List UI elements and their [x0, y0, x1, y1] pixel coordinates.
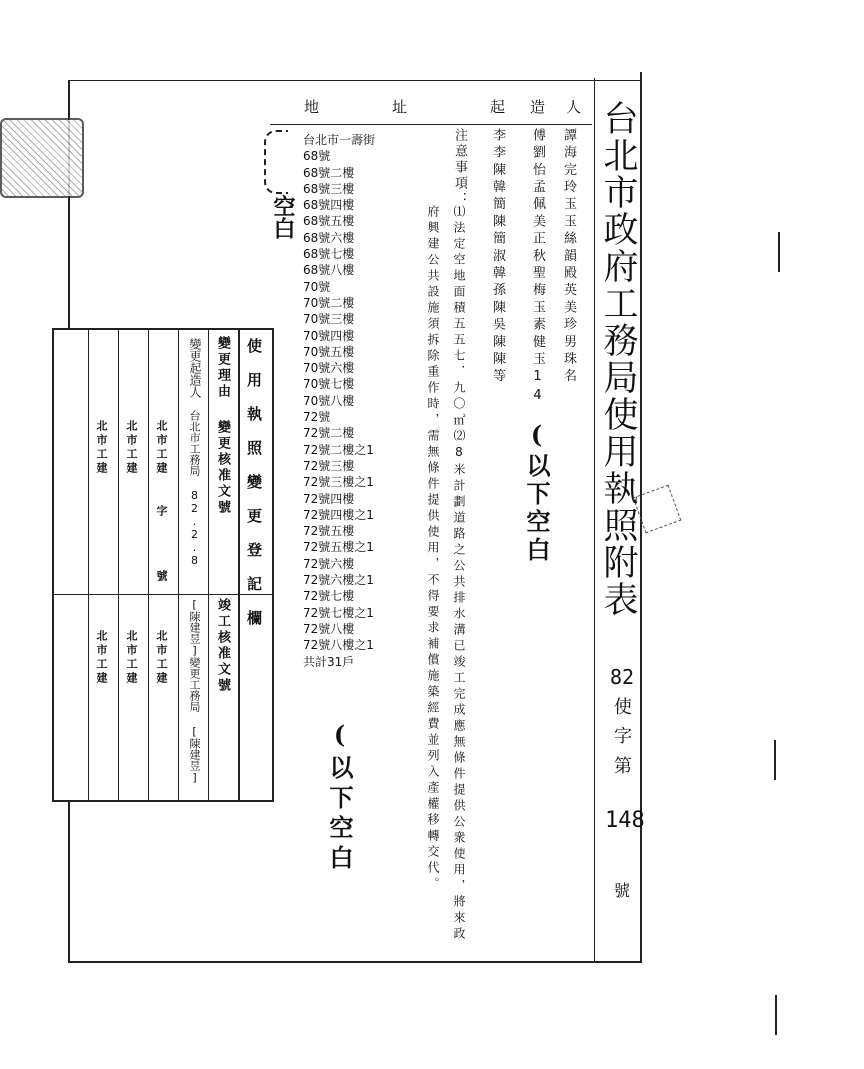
address-item: 72號四樓: [303, 491, 355, 506]
change-table: [52, 328, 274, 802]
blank-mark-middle: (以下空白: [522, 420, 551, 565]
address-item: 70號六樓: [303, 361, 355, 376]
header-starter: 起: [490, 98, 506, 116]
license-char-zi: 字: [614, 726, 632, 747]
address-item: 72號七樓之1: [303, 605, 374, 620]
margin-mark: [778, 232, 780, 272]
address-item: 台北市一壽街: [303, 133, 376, 147]
change-table-completion-label: 竣工核准文號: [215, 598, 230, 694]
change-table-header: 使用執照變更登記欄: [245, 338, 263, 644]
builders-column-3: 李李陳韓簡陳簡淑韓孫陳吳陳陳等: [490, 128, 505, 386]
margin-mark: [775, 995, 777, 1035]
header-address-right: 址: [392, 98, 408, 116]
change-table-cell-3: 北市工建: [95, 420, 108, 476]
address-item: 72號六樓之1: [303, 573, 374, 588]
address-item: 共計31戶: [303, 654, 355, 669]
change-table-date: 台北市工務局 82.2.8: [188, 410, 201, 567]
change-table-cell-1b: 字: [155, 505, 168, 519]
change-table-cell-4: 北市工建: [155, 630, 168, 686]
address-item: 70號二樓: [303, 295, 355, 310]
address-item: 68號二樓: [303, 165, 355, 180]
address-item: 70號: [303, 279, 331, 294]
notes-line-1: ⑴法定空地面積五五七．九〇㎡⑵8米計劃道路之公共排水溝已竣工完成應無條件提供公衆使用，將來政: [452, 205, 466, 943]
header-person: 人: [566, 98, 582, 116]
address-item: 68號四樓: [303, 198, 355, 213]
license-char-di: 第: [614, 756, 632, 777]
title-divider-line: [594, 78, 595, 963]
address-item: 68號: [303, 149, 331, 164]
frame-top-line: [68, 80, 642, 81]
change-table-cell-5: 北市工建: [125, 630, 138, 686]
address-item: 72號二樓之1: [303, 442, 374, 457]
address-item: 68號七樓: [303, 247, 355, 262]
address-item: 70號七樓: [303, 377, 355, 392]
address-item: 72號六樓: [303, 556, 355, 571]
address-list: [303, 132, 375, 670]
header-rule: [270, 124, 592, 125]
license-year: 82: [610, 665, 635, 689]
address-item: 72號: [303, 410, 331, 425]
blank-mark-bracket: [264, 130, 288, 194]
notes-line-2: 府興建公共設施須拆除重作時，需無條件提供使用，不得要求補償施築經費並列入產權移轉交代。: [426, 205, 440, 893]
address-item: 72號八樓之1: [303, 638, 374, 653]
address-item: 68號五樓: [303, 214, 355, 229]
blank-mark-bottom: (以下空白: [325, 720, 354, 875]
change-table-handwriting: 變更起造人: [188, 338, 202, 398]
address-item: 72號八樓: [303, 621, 355, 636]
address-item: 68號八樓: [303, 263, 355, 278]
address-item: 70號五樓: [303, 344, 355, 359]
change-table-cell-6: 北市工建: [95, 630, 108, 686]
license-char-shi: 使: [614, 697, 632, 718]
page-title: 台北市政府工務局使用執照附表: [598, 100, 638, 618]
address-item: 72號五樓之1: [303, 540, 374, 555]
license-number: 148: [605, 808, 645, 833]
address-item: 70號八樓: [303, 393, 355, 408]
change-table-cell-1c: 號: [155, 570, 168, 584]
address-item: 68號六樓: [303, 230, 355, 245]
address-item: 70號三樓: [303, 312, 355, 327]
address-item: 72號二樓: [303, 426, 355, 441]
header-builder: 造: [530, 98, 546, 116]
margin-mark: [774, 740, 776, 780]
address-item: 72號三樓之1: [303, 475, 374, 490]
address-item: 72號三樓: [303, 458, 355, 473]
change-table-cell-2: 北市工建: [125, 420, 138, 476]
header-address-left: 地: [304, 98, 320, 116]
address-item: 72號五樓: [303, 524, 355, 539]
address-item: 70號四樓: [303, 328, 355, 343]
address-item: 68號三樓: [303, 181, 355, 196]
notes-label: 注意事項：: [452, 128, 467, 208]
change-table-handwriting-right: [陳建昱]變更工務局 [陳建昱]: [188, 598, 201, 784]
address-item: 72號七樓: [303, 589, 355, 604]
stamp-mark: [0, 118, 84, 198]
builders-column-2: 傅劉怡孟佩美正秋聖梅玉素健玉14: [530, 128, 545, 408]
change-table-cell-1: 北市工建: [155, 420, 168, 476]
address-item: 72號四樓之1: [303, 507, 374, 522]
builders-column-1: 譚海完玲玉玉絲韻殿英美珍男珠名: [561, 128, 576, 386]
blank-mark-top-left: 空白: [270, 195, 296, 239]
license-char-hao: 號: [614, 881, 631, 900]
frame-bottom-line: [68, 961, 642, 963]
change-table-reason-label: 變更理由: [215, 336, 230, 400]
change-table-approval-label: 變更核准文號: [215, 420, 230, 516]
